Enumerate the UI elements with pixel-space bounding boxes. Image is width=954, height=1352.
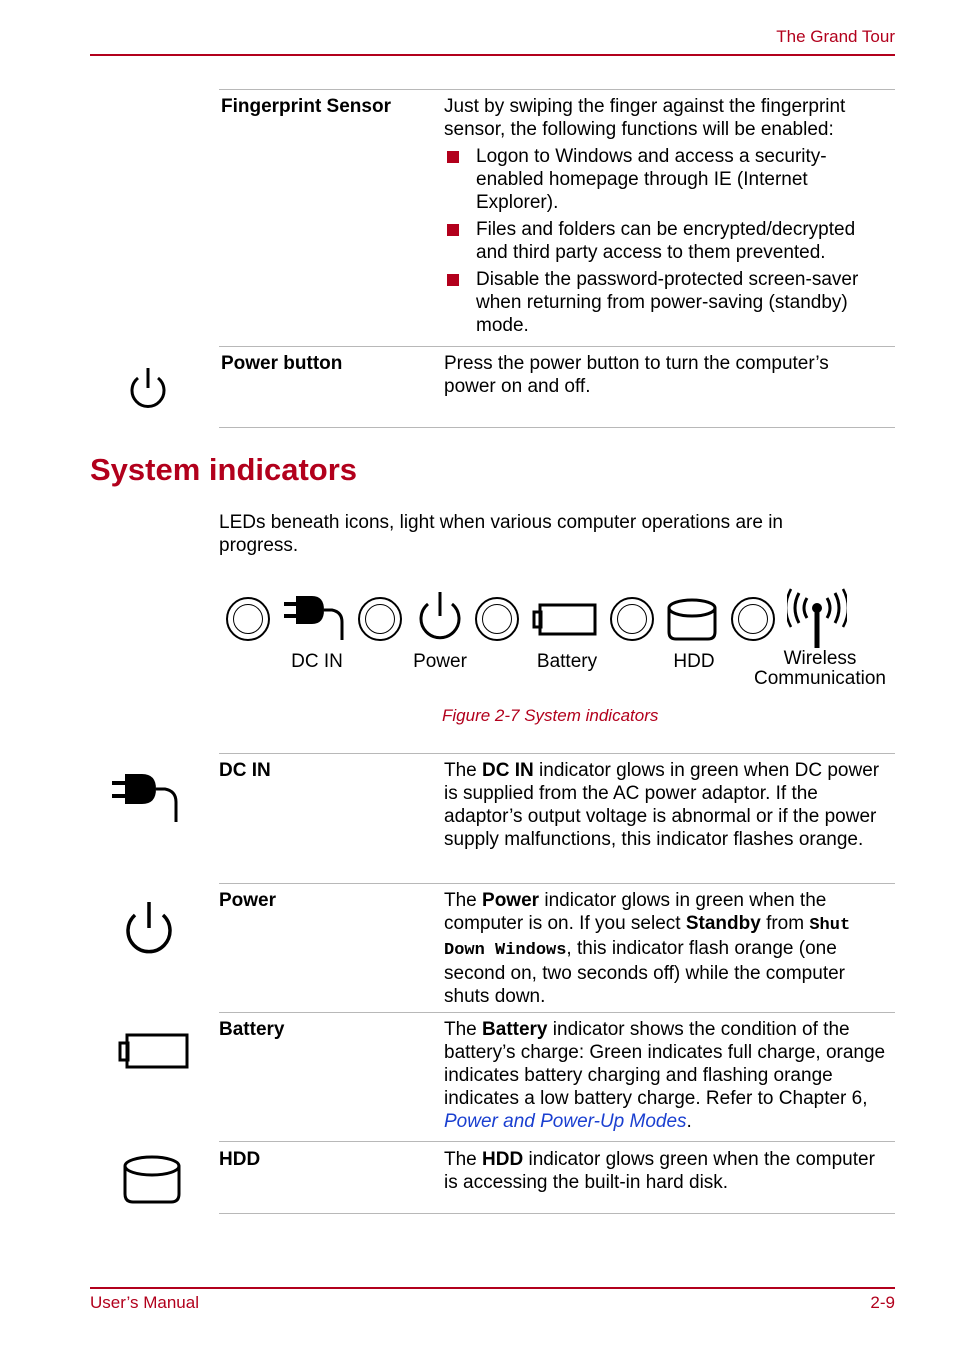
power-modes-link[interactable]: Power and Power-Up Modes — [444, 1111, 687, 1132]
power-icon — [123, 900, 175, 960]
battery-description: The Battery indicator shows the condition of the battery’s charge: Green indicates full charge, orange indicates battery charging and flashing orange indicates a low battery charge. Refer to Chapter 6, Power and Power-Up Modes. — [444, 1019, 886, 1132]
table-rule — [219, 1213, 895, 1214]
figure-caption: Figure 2-7 System indicators — [442, 706, 659, 725]
led-indicator-icon — [358, 597, 402, 641]
bullet-square-icon — [447, 224, 459, 236]
hdd-icon — [121, 1155, 183, 1205]
indicator-label-battery: Battery — [536, 651, 598, 672]
list-item: Logon to Windows and access a security-enabled homepage through IE (Internet Explorer). — [444, 145, 889, 214]
led-indicator-icon — [226, 597, 270, 641]
list-item: Files and folders can be encrypted/decrypted and third party access to them prevented. — [444, 218, 889, 264]
battery-icon — [117, 1033, 191, 1071]
term-fingerprint-sensor: Fingerprint Sensor — [221, 96, 391, 117]
led-indicator-icon — [731, 597, 775, 641]
term-power: Power — [219, 890, 277, 911]
section-intro: LEDs beneath icons, light when various computer operations are in progress. — [219, 512, 783, 556]
table-rule — [219, 1141, 895, 1142]
hdd-description: The HDD indicator glows green when the computer is accessing the built-in hard disk. — [444, 1149, 875, 1193]
table-rule — [219, 346, 895, 347]
term-dc-in: DC IN — [219, 760, 271, 781]
power-icon — [128, 366, 168, 412]
indicator-label-wireless: Wireless Communication — [754, 648, 886, 689]
running-header-title: The Grand Tour — [776, 27, 895, 46]
table-rule — [219, 427, 895, 428]
power-icon — [416, 590, 464, 644]
dc-in-description: The DC IN indicator glows in green when DC power is supplied from the AC power adaptor. If the adaptor’s output voltage is abnormal or if the power supply malfunctions, this indicator flashes orange. — [444, 760, 880, 850]
fingerprint-intro: Just by swiping the finger against the fingerprint sensor, the following functions will be enabled: — [444, 96, 846, 140]
indicator-label-dc-in: DC IN — [291, 651, 343, 672]
hdd-icon — [666, 598, 718, 642]
list-item: Disable the password-protected screen-saver when returning from power-saving (standby) mode. — [444, 268, 889, 337]
wireless-antenna-icon — [787, 588, 847, 650]
bullet-square-icon — [447, 151, 459, 163]
indicator-label-power: Power — [413, 651, 467, 672]
power-button-description: Press the power button to turn the computer’s power on and off. — [444, 353, 829, 397]
footer-rule — [90, 1287, 895, 1289]
term-battery: Battery — [219, 1019, 285, 1040]
footer-manual-title: User’s Manual — [90, 1293, 199, 1312]
section-title: System indicators — [90, 452, 358, 487]
dc-in-plug-icon — [284, 594, 346, 642]
term-power-button: Power button — [221, 353, 343, 374]
table-rule — [219, 89, 895, 90]
fingerprint-description — [444, 95, 889, 337]
table-rule — [219, 1012, 895, 1013]
battery-icon — [532, 603, 598, 637]
header-rule — [90, 54, 895, 56]
led-indicator-icon — [610, 597, 654, 641]
indicator-label-hdd: HDD — [673, 651, 715, 672]
bullet-square-icon — [447, 274, 459, 286]
dc-in-plug-icon — [112, 772, 180, 824]
table-rule — [219, 883, 895, 884]
table-rule — [219, 753, 895, 754]
page-number: 2-9 — [870, 1293, 895, 1312]
led-indicator-icon — [475, 597, 519, 641]
term-hdd: HDD — [219, 1149, 261, 1170]
power-description: The Power indicator glows in green when the computer is on. If you select Standby from Shut Down Windows, this indicator flash orange (one second on, two seconds off) while the computer shuts down. — [444, 890, 851, 1007]
